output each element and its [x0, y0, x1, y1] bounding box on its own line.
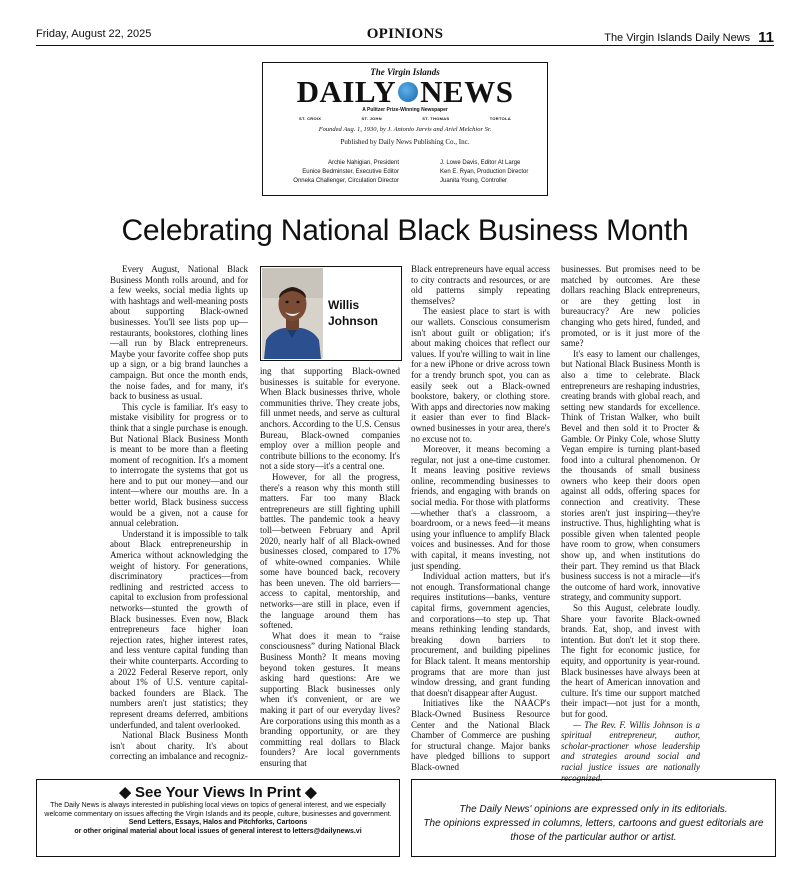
article-paragraph: National Black Business Month isn't about charity. It's about correcting an imbalance and recogniz- [110, 730, 248, 762]
staff-member: Ken E. Ryan, Production Director [440, 169, 529, 175]
article-paragraph: However, for all the progress, there's a reason why this month still matters. Far too many Black entrepreneurs are still fighting uphill battles. The pandemic took a heavy toll—between February and April 2020, nearly half of all Black-owned businesses closed, compared to 17% of white-owned companies. While some have bounced back, recovery has been uneven. The old barriers—access to capital, mentorship, and networks—are still in place, even if the language around them has softened. [260, 471, 400, 631]
author-first-name: Willis [328, 298, 360, 312]
article-paragraph: Individual action matters, but it's not enough. Transformational change requires institutions—banks, venture capital firms, government agencies, and corporations—to step up. That means rethinking lending standards, breaking down barriers to procurement, and building pipelines for Black talent. It means mentorship programs that are more than just window dressing, and grant funding that doesn't disappear after August. [411, 571, 550, 698]
disclaimer-text [420, 803, 767, 845]
article-paragraph: Initiatives like the NAACP's Black-Owned Business Resource Center and the National Black Chamber of Commerce are pushing for structural change. Major banks have pledged billions to support Black-owned [411, 698, 550, 772]
staff-member: Eunice Bedminster, Executive Editor [302, 169, 399, 175]
staff-member: Juanita Young, Controller [440, 178, 508, 184]
issue-date: Friday, August 22, 2025 [36, 28, 152, 40]
island-list [299, 116, 511, 121]
article-paragraph: businesses. But promises need to be matched by outcomes. Are these dollars reaching Black entrepreneurs, or are they getting lost in bureaucracy? Are new policies changing who gets hired, funded, and promoted, or is it just more of the same? [561, 264, 700, 349]
page-number: 11 [758, 29, 774, 46]
article-paragraph: What does it mean to “raise consciousness” during National Black Business Month? It means moving beyond token gestures. It means asking hard questions: Are we supporting Black businesses only when it's convenient, or are we making it part of our everyday lives? Are corporations using this month as a branding opportunity, or are they committing real dollars to Black founders? Are local governments ensuring that [260, 630, 400, 768]
logo-left: DAILY [296, 74, 397, 109]
staff-member: J. Lowe Davis, Editor At Large [440, 160, 521, 166]
article-column-1 [110, 264, 248, 762]
staff-list-right [440, 159, 528, 186]
disclaimer-line: The Daily News' opinions are expressed only in its editorials. [459, 804, 728, 815]
views-title-text: See Your Views In Print [135, 784, 301, 801]
diamond-icon: ◆ [305, 784, 317, 801]
views-bold-line: Send Letters, Essays, Halos and Pitchforks, Cartoons [128, 819, 308, 826]
header-rule [36, 45, 774, 46]
author-last-name: Johnson [328, 314, 378, 328]
island-item: TORTOLA [489, 116, 511, 121]
author-portrait-icon [262, 268, 323, 359]
masthead-top-line: The Virgin Islands [370, 67, 440, 77]
founded-line: Founded Aug. 1, 1930, by J. Antonio Jarvis and Ariel Melchior Sr. [318, 126, 492, 133]
article-paragraph: This cycle is familiar. It's easy to mistake visibility for progress or to think that a single purchase is enough. But National Black Business Month is meant to be more than a fleeting moment of recognition. It's a moment to interrogate the systems that got us here and to put our money—and our intent—where our mouths are. In a better world, Black business success would be a given, not a cause for annual celebration. [110, 401, 248, 529]
author-box [260, 266, 402, 361]
article-paragraph: It's easy to lament our challenges, but National Black Business Month is also a time to celebrate. Black entrepreneurs are reshaping industries, creating brands with global reach, and setting new standards for excellence. Think of Tristan Walker, who built Bevel and then sold it to Procter & Gamble. Or Pinky Cole, whose Slutty Vegan empire is turning plant-based food into a cultural phenomenon. Or the thousands of small business owners who keep their doors open against all odds, offering spaces for connection and creativity. These stories aren't just inspiring—they're instructive. Thus, highlighting what is possible given when talented people have room to grow, when consumers show up, and when institutions do their part. They remind us that Black business success is not a miracle—it's the outcome of hard work, innovative strategy, and community support. [561, 348, 700, 603]
paper-name: The Virgin Islands Daily News [604, 32, 751, 44]
article-paragraph: Moreover, it means becoming a regular, not just a one-time customer. It means leaving positive reviews online, recommending businesses to friends, and engaging with brands on social media. For those with platforms—whether that's a classroom, a boardroom, or a news feed—it means using your influence to amplify Black voices and businesses. And for those with capital, it means investing, not just spending. [411, 444, 550, 571]
article-paragraph: Every August, National Black Business Month rolls around, and for a few weeks, social media lights up with hashtags and well-meaning posts about supporting Black-owned businesses. You'll see lists pop up—restaurants, bookstores, clothing lines—all run by Black entrepreneurs. Maybe your favorite coffee shop puts up a sign, or a big brand launches a campaign. But once the month ends, the noise fades, and for many, it's back to business as usual. [110, 264, 248, 402]
author-bio: — The Rev. F. Willis Johnson is a spiritual entrepreneur, author, scholar-practioner whose leadership and strategies around social and racial justice issues are nationally recognized. [561, 719, 700, 783]
newspaper-logo [283, 74, 527, 109]
paper-name-page [604, 28, 774, 45]
article-paragraph: ing that supporting Black-owned businesses is suitable for everyone. When Black businesses thrive, whole communities thrive. They create jobs, fill unmet needs, and serve as cultural anchors. According to the U.S. Census Bureau, Black-owned companies employ over a million people and contribute billions to the economy. It's not a side story—it's a central one. [260, 366, 400, 472]
article-column-2 [260, 366, 400, 769]
page-header [36, 26, 774, 44]
diamond-icon: ◆ [119, 784, 131, 801]
globe-icon [398, 82, 418, 102]
author-name [328, 297, 378, 329]
publisher-line: Published by Daily News Publishing Co., Inc. [340, 138, 470, 146]
logo-right: NEWS [420, 74, 514, 109]
views-bold-line: or other original material about local issues of general interest to letters@dailynews.vi [74, 827, 362, 835]
staff-member: Archie Nahigian, President [327, 160, 399, 166]
disclaimer-line: The opinions expressed in columns, letters, cartoons and guest editorials are those of the particular author or artist. [423, 818, 764, 843]
section-title: OPINIONS [366, 26, 444, 42]
island-item: ST. JOHN [361, 116, 382, 121]
masthead [262, 62, 548, 196]
staff-member: Onneka Challenger, Circulation Director [293, 178, 399, 184]
disclaimer-box [411, 779, 776, 857]
staff-list-left [293, 159, 399, 186]
views-body [43, 802, 393, 836]
pulitzer-line: A Pulitzer Prize-Winning Newspaper [362, 107, 448, 113]
article-paragraph: Understand it is impossible to talk about Black entrepreneurship in America without acknowledging the weight of history. For generations, discriminatory practices—from redlining and restricted access to capital to exclusion from professional networks—stunted the growth of Black businesses. Even now, Black entrepreneurs face higher loan rejection rates, higher interest rates, and less venture capital funding than their white counterparts. According to a 2022 Federal Reserve report, only about 1% of U.S. venture capital-backed founders are Black. The numbers aren't just statistics; they represent dreams deferred, ambitions underfunded, and talent overlooked. [110, 528, 248, 730]
article-column-4 [561, 264, 700, 783]
see-your-views-box [36, 779, 400, 857]
article-column-3 [411, 264, 550, 773]
island-item: ST. CROIX [299, 116, 322, 121]
article-paragraph: Black entrepreneurs have equal access to city contracts and resources, or are old patterns simply repeating themselves? [411, 264, 550, 306]
island-item: ST. THOMAS [422, 116, 450, 121]
article-paragraph: So this August, celebrate loudly. Share your favorite Black-owned brands. Eat, shop, and invest with intention. But don't let it stop there. The fight for economic justice, for equity, and opportunity is year-round. Black businesses have always been at the heart of American innovation and culture. It's time our support matched their impact—not just for a month, but for good. [561, 603, 700, 719]
views-text: The Daily News is always interested in publishing local views on topics of general interest, and we especially welcome commentary on issues affecting the Virgin Islands and its people, culture, businesses and government. [44, 802, 392, 818]
article-paragraph: The easiest place to start is with our wallets. Conscious consumerism isn't about guilt or obligation; it's about making choices that reflect our values. If you're willing to wait in line for a new iPhone or drive across town for a trendy brunch spot, you can as easily seek out a Black-owned bookstore, bakery, or clothing store. With apps and directories now making it easier than ever to find Black-owned businesses in your area, there's no excuse not to. [411, 306, 550, 444]
author-photo [262, 268, 323, 359]
article-headline: Celebrating National Black Business Month [121, 214, 689, 247]
views-title [37, 783, 399, 801]
